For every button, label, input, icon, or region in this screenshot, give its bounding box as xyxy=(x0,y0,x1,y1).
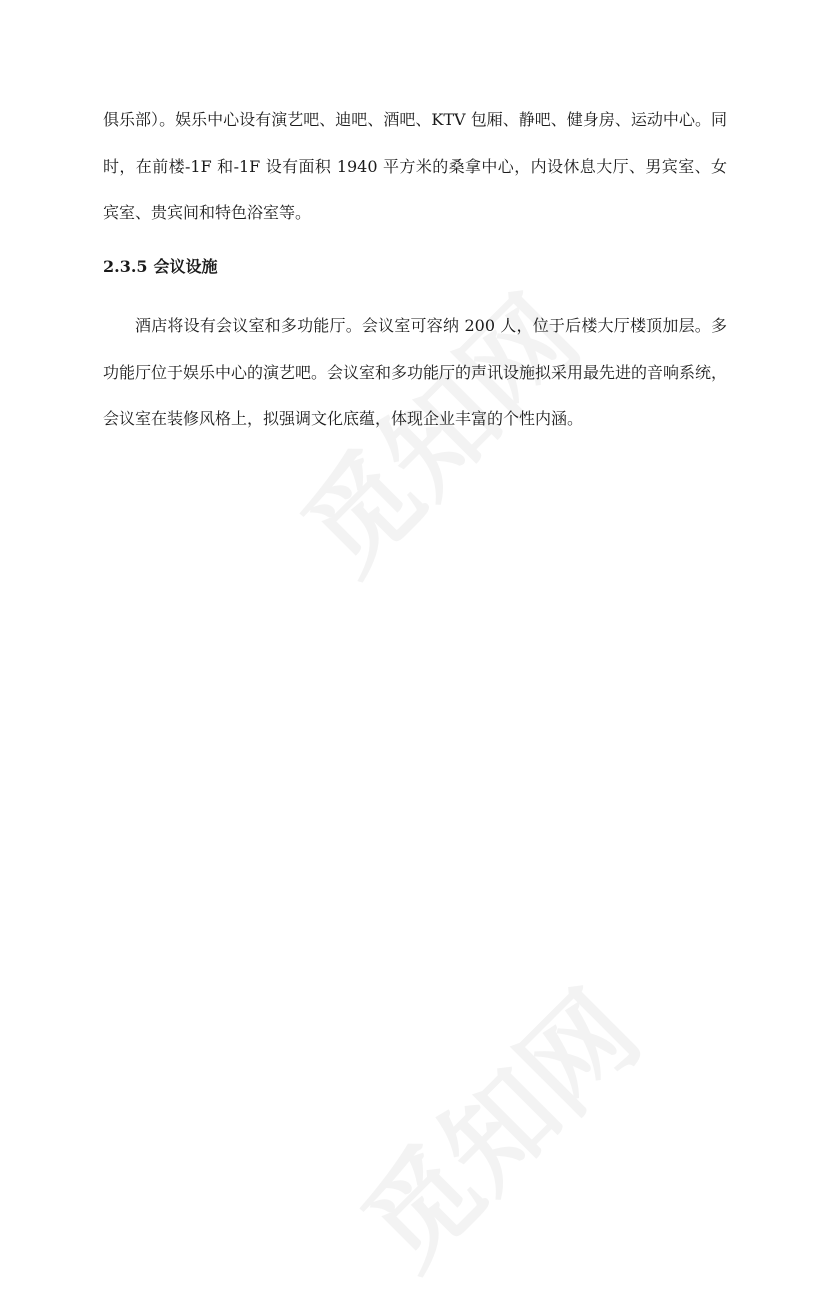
watermark-logo-bottom xyxy=(322,951,667,1296)
body-paragraph-entertainment: 俱乐部）。娱乐中心设有演艺吧、迪吧、酒吧、KTV 包厢、静吧、健身房、运动中心。同时，在前楼-1F 和-1F 设有面积 1940 平方米的桑拿中心，内设休息大厅、男宾室、女宾室、贵宾间和特色浴室等。 xyxy=(103,110,727,222)
section-heading xyxy=(103,255,218,279)
body-paragraph-meeting-facilities: 酒店将设有会议室和多功能厅。会议室可容纳 200 人，位于后楼大厅楼顶加层。多功能厅位于娱乐中心的演艺吧。会议室和多功能厅的声讯设施拟采用最先进的音响系统，会议室在装修风格上，拟强调文化底蕴，体现企业丰富的个性内涵。 xyxy=(103,316,728,428)
section-number: 2.3.5 xyxy=(103,257,148,276)
section-title: 会议设施 xyxy=(153,257,218,276)
